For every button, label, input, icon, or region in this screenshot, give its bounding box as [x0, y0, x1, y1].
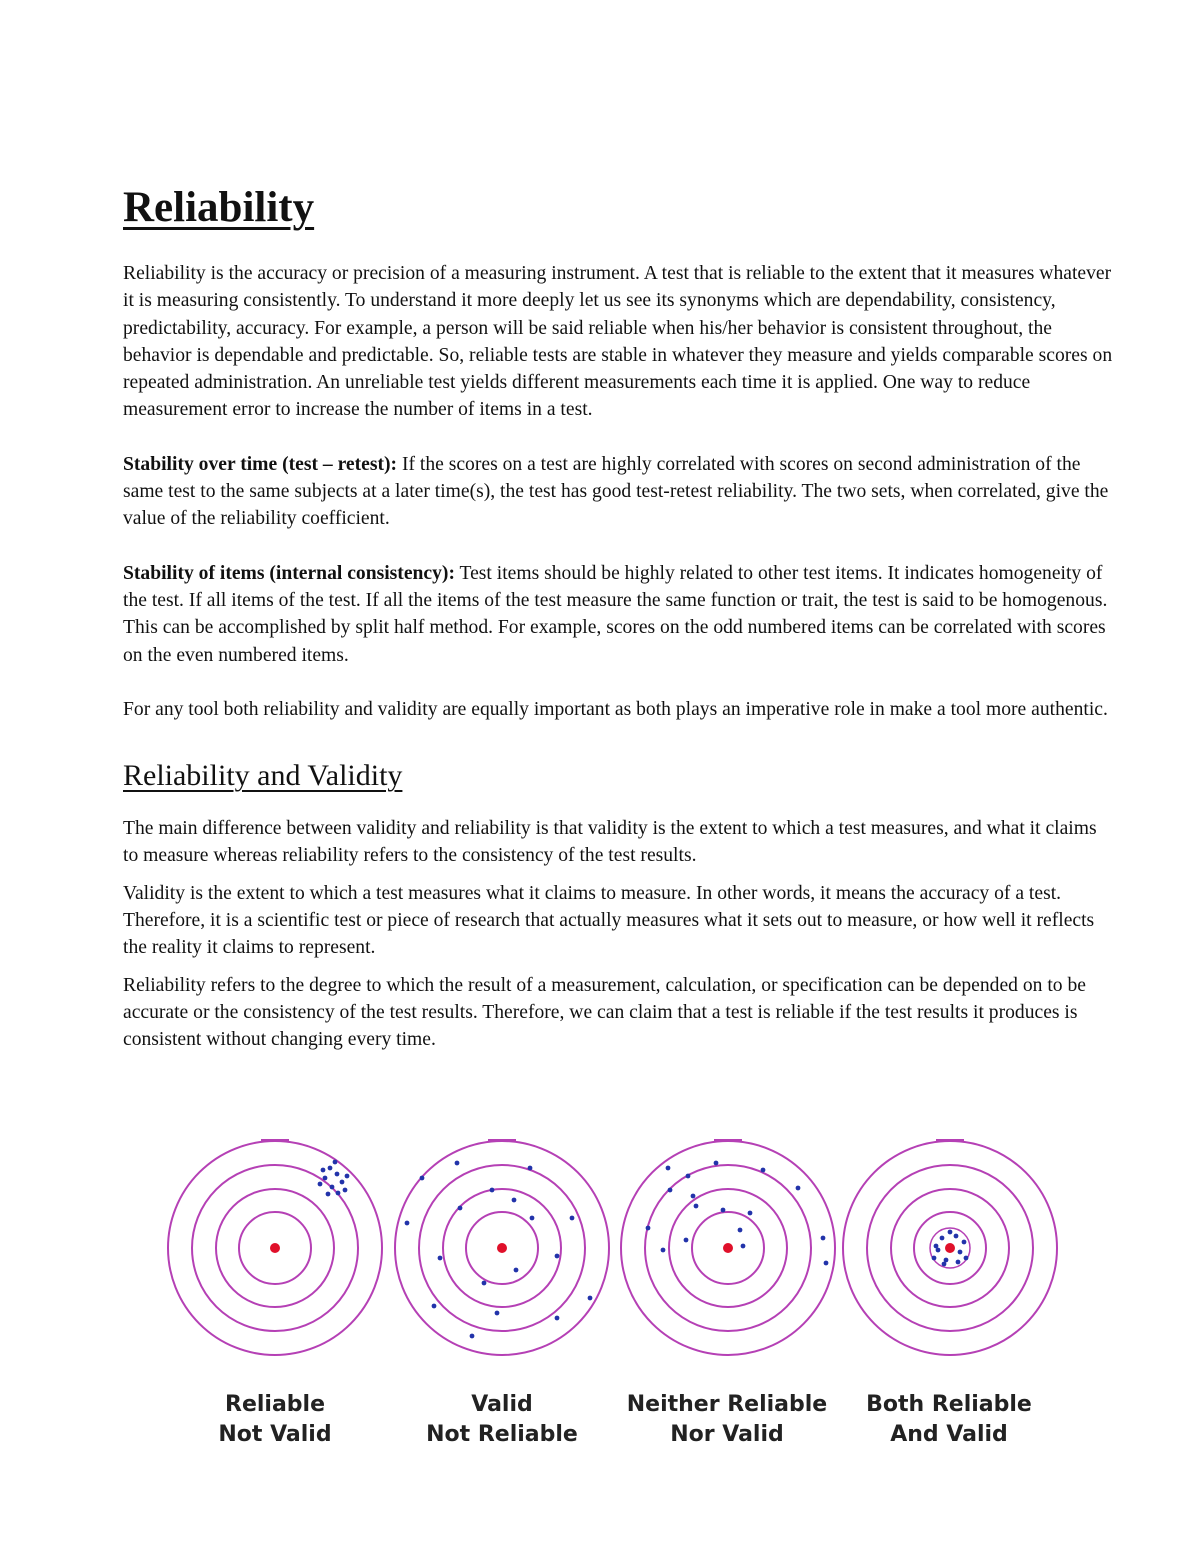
caption-line-2: And Valid [890, 1422, 1008, 1447]
shot-dot [684, 1238, 689, 1243]
shot-dot [512, 1198, 517, 1203]
stability-time-paragraph [123, 451, 1115, 533]
shot-dot [721, 1208, 726, 1213]
shot-dot [738, 1228, 743, 1233]
shot-dot [942, 1262, 947, 1267]
shot-dot [646, 1226, 651, 1231]
shot-dot [934, 1244, 939, 1249]
shot-dot [962, 1240, 967, 1245]
bullseye [497, 1243, 507, 1253]
shot-dot [956, 1260, 961, 1265]
shot-dot [420, 1176, 425, 1181]
stability-time-text: If the scores on a test are highly correlated with scores on second administration of the same test to the same subjects at a later time(s), the test has good test-retest reliability. The two sets, when correlated, give the value of the reliability coefficient. [123, 453, 1109, 530]
target-top-tick [714, 1139, 742, 1142]
shot-dot [796, 1186, 801, 1191]
shot-dot [691, 1194, 696, 1199]
shot-dot [824, 1261, 829, 1266]
shot-dot [335, 1172, 340, 1177]
shot-dot [940, 1236, 945, 1241]
shot-dot [318, 1182, 323, 1187]
shot-dot [432, 1304, 437, 1309]
caption-line-2: Not Reliable [426, 1422, 578, 1447]
shot-dot [528, 1166, 533, 1171]
bullseye [723, 1243, 733, 1253]
shot-dot [530, 1216, 535, 1221]
shot-dot [482, 1281, 487, 1286]
shot-dot [661, 1248, 666, 1253]
shot-dot [336, 1191, 341, 1196]
page-title: Reliability [123, 184, 315, 231]
shot-dot [570, 1216, 575, 1221]
shot-dot [333, 1160, 338, 1165]
caption-line-2: Not Valid [218, 1422, 332, 1447]
caption-line-1: Both Reliable [866, 1392, 1032, 1417]
target-1 [168, 1139, 382, 1355]
shot-dot [954, 1234, 959, 1239]
shot-dot [340, 1180, 345, 1185]
shot-dot [555, 1316, 560, 1321]
shot-dot [323, 1176, 328, 1181]
shot-dot [964, 1256, 969, 1261]
caption-line-1: Reliable [225, 1392, 325, 1417]
shot-dot [686, 1174, 691, 1179]
shot-dot [555, 1254, 560, 1259]
shot-dot [321, 1168, 326, 1173]
bullseye [945, 1243, 955, 1253]
shot-dot [948, 1230, 953, 1235]
shot-dot [458, 1206, 463, 1211]
shot-dot [514, 1268, 519, 1273]
target-top-tick [261, 1139, 289, 1142]
stability-time-label: Stability over time (test – retest): [123, 453, 398, 475]
shot-dot [330, 1185, 335, 1190]
shot-dot [326, 1192, 331, 1197]
rv-paragraph-1: The main difference between validity and reliability is that validity is the extent to which a test measures, and what it claims to measure whereas reliability refers to the consistency of the test results. [123, 818, 1097, 867]
targets-diagram [165, 1138, 1065, 1378]
target-2 [395, 1139, 609, 1355]
shot-dot [588, 1296, 593, 1301]
intro-paragraph: Reliability is the accuracy or precision of a measuring instrument. A test that is reliable to the extent that it measures whatever it is measuring consistently. To understand it more deeply let us see its synonyms which are dependability, consistency, predictability, accuracy. For example, a person will be said reliable when his/her behavior is consistent throughout, the behavior is dependable and predictable. So, reliable tests are stable in whatever they measure and yields comparable scores on repeated administration. An unreliable test yields different measurements each time it is applied. One way to reduce measurement error to increase the number of items in a test. [123, 263, 1113, 421]
target-caption-both [839, 1390, 1059, 1450]
shot-dot [345, 1174, 350, 1179]
shot-dot [748, 1211, 753, 1216]
shot-dot [761, 1168, 766, 1173]
shot-dot [495, 1311, 500, 1316]
document-body [123, 182, 1115, 1054]
closing-paragraph: For any tool both reliability and validity are equally important as both plays an imperative role in make a tool more authentic. [123, 698, 1108, 720]
shot-dot [741, 1244, 746, 1249]
shot-dot [405, 1221, 410, 1226]
shot-dot [668, 1188, 673, 1193]
rv-paragraph-3: Reliability refers to the degree to which the result of a measurement, calculation, or specification can be depended on to be accurate or the consistency of the test results. Therefore, we can claim that a test is reliable if the test results it produces is consistent without changing every time. [123, 974, 1086, 1051]
target-top-tick [488, 1139, 516, 1142]
stability-items-text: Test items should be highly related to other test items. It indicates homogeneity of the test. If all items of the test. If all the items of the test measure the same function or trait, the test is said to be homogenous. This can be accomplished by split half method. For example, scores on the odd numbered items can be correlated with scores on the even numbered items. [123, 562, 1108, 666]
bullseye [270, 1243, 280, 1253]
shot-dot [455, 1161, 460, 1166]
stability-items-label: Stability of items (internal consistency): [123, 562, 455, 584]
shot-dot [714, 1161, 719, 1166]
target-caption-reliable-not-valid [165, 1390, 385, 1450]
shot-dot [343, 1188, 348, 1193]
shot-dot [438, 1256, 443, 1261]
shot-dot [490, 1188, 495, 1193]
shot-dot [470, 1334, 475, 1339]
rv-paragraph-2: Validity is the extent to which a test measures what it claims to measure. In other words, it means the accuracy of a test. Therefore, it is a scientific test or piece of research that actually measures what it sets out to measure, or how well it reflects the reality it claims to represent. [123, 882, 1095, 959]
shot-dot [932, 1256, 937, 1261]
target-4 [843, 1139, 1057, 1355]
shot-dot [821, 1236, 826, 1241]
shot-dot [694, 1204, 699, 1209]
caption-line-1: Valid [471, 1392, 533, 1417]
caption-line-2: Nor Valid [670, 1422, 784, 1447]
caption-line-1: Neither Reliable [626, 1392, 828, 1417]
stability-items-paragraph [123, 560, 1115, 669]
target-caption-neither [617, 1390, 837, 1450]
shot-dot [958, 1250, 963, 1255]
target-3 [621, 1139, 835, 1355]
shot-dot [666, 1166, 671, 1171]
target-caption-valid-not-reliable [392, 1390, 612, 1450]
targets-figure [165, 1138, 1065, 1448]
section-heading: Reliability and Validity [123, 759, 403, 793]
target-top-tick [936, 1139, 964, 1142]
shot-dot [328, 1166, 333, 1171]
